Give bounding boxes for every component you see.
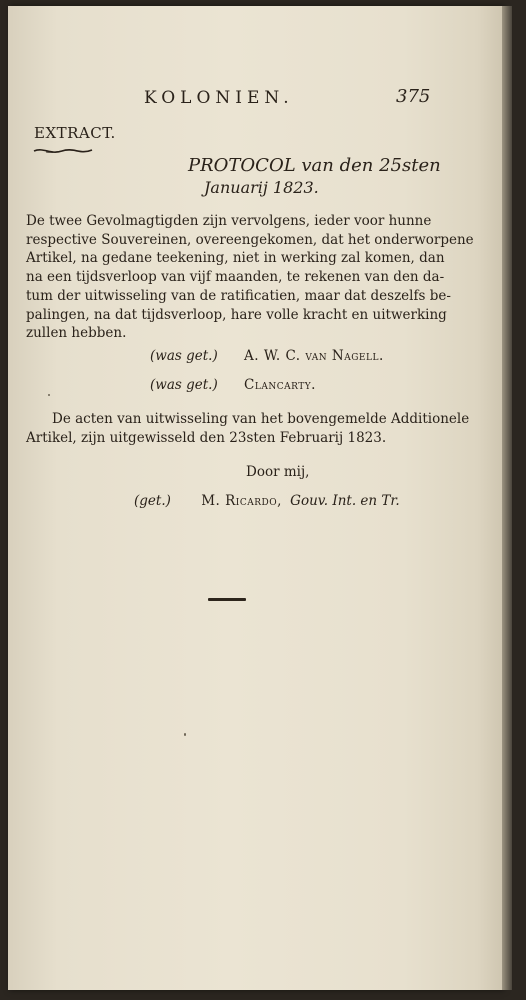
- paper-speck: [184, 733, 186, 736]
- paper-speck: [48, 394, 50, 396]
- document-page: [8, 6, 502, 990]
- signature-name: Clancarty.: [244, 377, 316, 393]
- text-line: De acten van uitwisseling van het bovengemelde Additionele: [52, 411, 470, 427]
- signature-prefix: (get.): [134, 493, 171, 509]
- signature-clancarty: [150, 377, 316, 393]
- text-line: respective Souvereinen, overeengekomen, dat het onderworpene: [26, 231, 474, 248]
- text-line: zullen hebben.: [26, 325, 127, 342]
- text-line: Artikel, na gedane teekening, niet in werking zal komen, dan: [26, 250, 445, 267]
- page-edge: [502, 6, 512, 990]
- text-line: Artikel, zijn uitgewisseld den 23sten Februarij 1823.: [26, 429, 387, 446]
- text-line: De twee Gevolmagtigden zijn vervolgens, ieder voor hunne: [26, 213, 432, 229]
- signature-title: Gouv. Int. en Tr.: [290, 493, 400, 509]
- closing-signature: [134, 493, 400, 509]
- paragraph-exchange: [26, 410, 470, 447]
- paragraph-agreement: [26, 212, 474, 343]
- text-line: tum der uitwisseling van de ratificatien, maar dat deszelfs be-: [26, 287, 451, 304]
- flourish-ornament: [32, 146, 94, 156]
- signature-prefix: (was get.): [150, 377, 218, 393]
- protocol-date: Januarij 1823.: [204, 178, 319, 197]
- extract-heading: EXTRACT.: [34, 124, 116, 142]
- page-number: 375: [396, 86, 431, 107]
- text-line: na een tijdsverloop van vijf maanden, te rekenen van den da-: [26, 269, 445, 286]
- signature-name: A. W. C. van Nagell.: [244, 348, 384, 364]
- signature-prefix: (was get.): [150, 348, 218, 364]
- signature-name: M. Ricardo,: [201, 493, 282, 509]
- protocol-title: PROTOCOL van den 25sten: [188, 155, 441, 176]
- signature-nagell: [150, 348, 384, 364]
- running-header: KOLONIEN.: [144, 88, 294, 108]
- section-rule: [208, 598, 246, 601]
- text-line: palingen, na dat tijdsverloop, hare volle kracht en uitwerking: [26, 306, 447, 323]
- closing-door-mij: Door mij,: [246, 464, 310, 480]
